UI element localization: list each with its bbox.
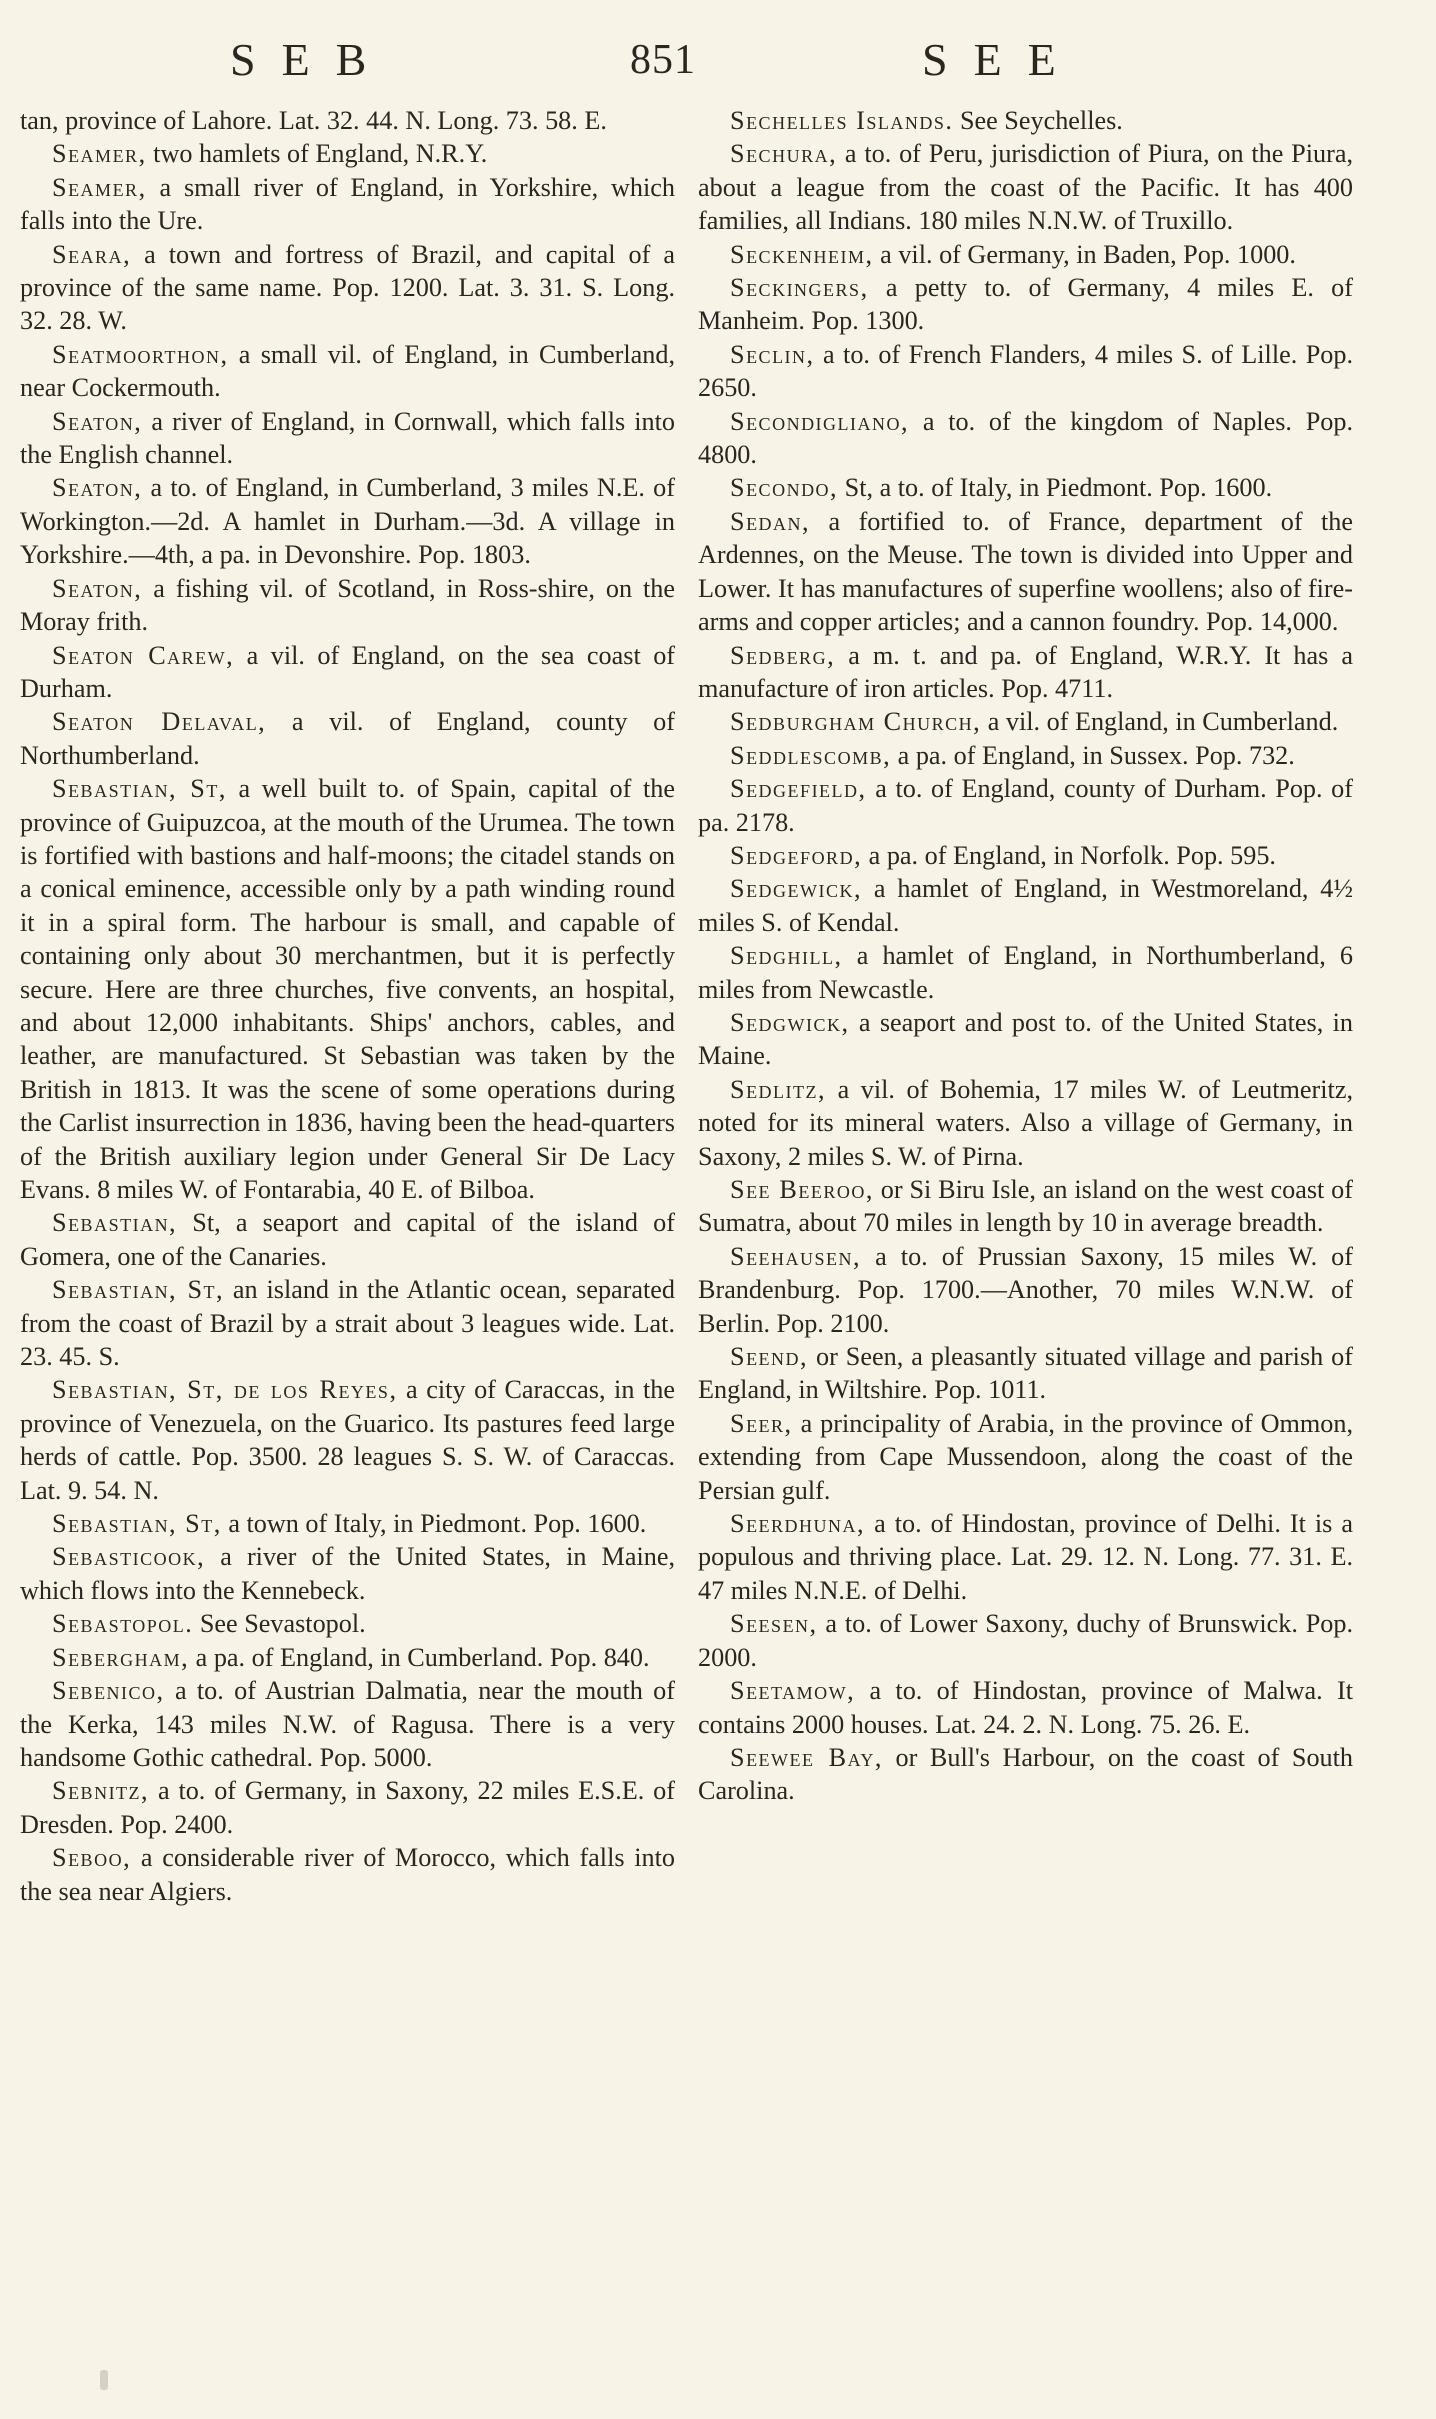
gazetteer-entry — [20, 1641, 675, 1674]
entry-headword: Seetamow, — [730, 1676, 856, 1706]
gazetteer-entry — [698, 137, 1353, 237]
entry-text: or Bull's Harbour, on the coast of South Carolina. — [698, 1742, 1353, 1806]
gazetteer-entry — [20, 705, 675, 772]
entry-text: two hamlets of England, N.R.Y. — [146, 139, 488, 169]
entry-text: a considerable river of Morocco, which falls into the sea near Algiers. — [20, 1843, 675, 1906]
entry-headword: Seesen, — [730, 1609, 818, 1639]
gazetteer-entry — [20, 405, 675, 472]
entry-text: a to. of Austrian Dalmatia, near the mouth of the Kerka, 143 miles N.W. of Ragusa. There is a very handsome Gothic cathedral. Pop. 5000. — [20, 1676, 675, 1772]
entry-text: a city of Caraccas, in the province of Venezuela, on the Guarico. Its pastures feed large herds of cattle. Pop. 3500. 28 leagues S. S. W. of Caraccas. Lat. 9. 54. N. — [20, 1375, 675, 1505]
entry-text: tan, province of Lahore. Lat. 32. 44. N. Long. 73. 58. E. — [20, 106, 607, 135]
gazetteer-entry — [20, 639, 675, 706]
gazetteer-entry — [20, 1774, 675, 1841]
entry-text: a m. t. and pa. of England, W.R.Y. It has a manufacture of iron articles. Pop. 4711. — [698, 640, 1353, 703]
gazetteer-entry — [698, 1607, 1353, 1674]
gazetteer-entry — [698, 1006, 1353, 1073]
entry-headword: Sebastian, — [52, 1208, 178, 1238]
entry-headword: See Beeroo, — [730, 1175, 874, 1204]
gazetteer-entry — [698, 405, 1353, 472]
gazetteer-entry — [20, 772, 675, 1206]
entry-headword: Sechelles Islands. — [730, 106, 954, 135]
entry-headword: Sebastian, St, — [52, 1509, 222, 1539]
gazetteer-entry — [698, 1173, 1353, 1240]
entry-text: a small vil. of England, in Cumberland, near Cockermouth. — [20, 339, 675, 403]
entry-headword: Seerdhuna, — [730, 1509, 866, 1539]
entry-headword: Seaton Carew, — [52, 640, 235, 670]
gazetteer-entry — [20, 471, 675, 571]
gazetteer-entry — [20, 171, 675, 238]
entry-text: a town of Italy, in Piedmont. Pop. 1600. — [221, 1509, 647, 1539]
gazetteer-entry — [20, 238, 675, 338]
entry-text: a river of the United States, in Maine, which flows into the Kennebeck. — [20, 1542, 675, 1605]
entry-headword: Seclin, — [730, 339, 815, 369]
entry-headword: Sebergham, — [52, 1642, 190, 1672]
entry-text: a vil. of Bohemia, 17 miles W. of Leutmeritz, noted for its mineral waters. Also a village of Germany, in Saxony, 2 miles S. W. of Pirna. — [698, 1074, 1353, 1171]
entry-headword: Sebnitz, — [52, 1776, 150, 1806]
entry-text: a hamlet of England, in Westmoreland, 4½ miles S. of Kendal. — [698, 874, 1353, 937]
gazetteer-entry — [20, 104, 675, 137]
gazetteer-entry — [20, 1674, 675, 1774]
gazetteer-entry — [20, 1373, 675, 1507]
entry-text: See Sevastopol. — [193, 1609, 366, 1639]
entry-headword: Sebastian, St, — [52, 1275, 225, 1305]
gazetteer-entry — [698, 104, 1353, 137]
gazetteer-entry — [698, 705, 1353, 738]
entry-headword: Sebasticook, — [52, 1542, 206, 1572]
gazetteer-entry — [20, 137, 675, 170]
gazetteer-entry — [698, 271, 1353, 338]
entry-headword: Seara, — [52, 239, 132, 269]
entry-text: a to. of Germany, in Saxony, 22 miles E.S.E. of Dresden. Pop. 2400. — [20, 1776, 675, 1839]
entry-headword: Seatmoorthon, — [52, 339, 229, 369]
entry-headword: Sebastopol. — [52, 1609, 194, 1639]
entry-text: a vil. of England, in Cumberland. — [981, 707, 1339, 737]
entry-headword: Seehausen, — [730, 1241, 862, 1271]
left-column — [20, 104, 675, 1908]
entry-headword: Seckenheim, — [730, 239, 874, 269]
gazetteer-entry — [20, 1841, 675, 1908]
entry-text: a vil. of Germany, in Baden, Pop. 1000. — [873, 239, 1296, 269]
gazetteer-entry — [698, 505, 1353, 639]
entry-text: a to. of the kingdom of Naples. Pop. 4800. — [698, 406, 1353, 470]
entry-headword: Sebastian, St, — [52, 774, 227, 804]
entry-headword: Seamer, — [52, 139, 147, 169]
gazetteer-entry — [698, 471, 1353, 504]
entry-text: See Seychelles. — [953, 106, 1123, 135]
entry-headword: Sedan, — [730, 506, 811, 536]
gazetteer-entry — [20, 1206, 675, 1273]
entry-headword: Seend, — [730, 1342, 809, 1372]
gazetteer-entry — [698, 939, 1353, 1006]
entry-headword: Secondo, — [730, 473, 839, 503]
entry-text: a pa. of England, in Cumberland. Pop. 840. — [189, 1642, 650, 1672]
entry-headword: Sedburgham Church, — [730, 707, 982, 737]
gazetteer-entry — [698, 338, 1353, 405]
gazetteer-entry — [698, 772, 1353, 839]
entry-text: a petty to. of Germany, 4 miles E. of Manheim. Pop. 1300. — [698, 273, 1353, 336]
entry-headword: Sedberg, — [730, 640, 836, 670]
entry-headword: Secondigliano, — [730, 406, 910, 436]
entry-text: a seaport and post to. of the United States, in Maine. — [698, 1007, 1353, 1071]
entry-headword: Seaton, — [52, 473, 143, 503]
entry-headword: Seaton, — [52, 573, 143, 603]
gazetteer-entry — [698, 1674, 1353, 1741]
gazetteer-entry — [20, 338, 675, 405]
entry-headword: Sechura, — [730, 139, 838, 169]
entry-headword: Sedlitz, — [730, 1074, 827, 1104]
entry-headword: Sedgefield, — [730, 774, 867, 804]
gazetteer-entry — [20, 572, 675, 639]
entry-headword: Sebenico, — [52, 1676, 165, 1706]
entry-text: a well built to. of Spain, capital of the province of Guipuzcoa, at the mouth of the Urumea. The town is fortified with bastions and half-moons; the citadel stands on a conical eminence, accessible only by a path winding round it in a spiral form. The harbour is small, and capable of containing only about 30 merchantmen, but it is perfectly secure. Here are three churches, five convents, an hospital, and about 12,000 inhabitants. Ships' anchors, cables, and leather, are manufactured. St Sebastian was taken by the British in 1813. It was the scene of some operations during the Carlist insurrection in 1836, having been the head-quarters of the British auxiliary legion under General Sir De Lacy Evans. 8 miles W. of Fontarabia, 40 E. of Bilboa. — [20, 774, 675, 1204]
entry-text: a small river of England, in Yorkshire, which falls into the Ure. — [20, 172, 675, 236]
gazetteer-entry — [698, 639, 1353, 706]
entry-text: a hamlet of England, in Northumberland, 6 miles from Newcastle. — [698, 941, 1353, 1004]
entry-headword: Sebastian, St, de los Reyes, — [52, 1375, 398, 1405]
entry-headword: Seamer, — [52, 172, 147, 202]
gazetteer-entry — [20, 1540, 675, 1607]
right-column — [698, 104, 1353, 1808]
gazetteer-entry — [698, 1340, 1353, 1407]
entry-headword: Seewee Bay, — [730, 1742, 883, 1772]
gazetteer-entry — [698, 872, 1353, 939]
entry-text: a to. of Hindostan, province of Delhi. It is a populous and thriving place. Lat. 29. 12. N. Long. 77. 31. E. 47 miles N.N.E. of Delhi. — [698, 1509, 1353, 1605]
entry-headword: Sedgewick, — [730, 874, 863, 904]
gazetteer-entry — [698, 238, 1353, 271]
entry-text: an island in the Atlantic ocean, separated from the coast of Brazil by a strait about 3 leagues wide. Lat. 23. 45. S. — [20, 1275, 675, 1372]
entry-text: a to. of Peru, jurisdiction of Piura, on the Piura, about a league from the coast of the Pacific. It has 400 families, all Indians. 180 miles N.N.W. of Truxillo. — [698, 139, 1353, 236]
entry-text: a town and fortress of Brazil, and capital of a province of the same name. Pop. 1200. Lat. 3. 31. S. Long. 32. 28. W. — [20, 239, 675, 336]
gazetteer-entry — [20, 1507, 675, 1540]
gazetteer-entry — [698, 839, 1353, 872]
gazetteer-entry — [698, 739, 1353, 772]
entry-text: a pa. of England, in Sussex. Pop. 732. — [891, 740, 1295, 770]
entry-text: a to. of Prussian Saxony, 15 miles W. of Brandenburg. Pop. 1700.—Another, 70 miles W.N.W. of Berlin. Pop. 2100. — [698, 1241, 1353, 1338]
entry-text: a fortified to. of France, department of the Ardennes, on the Meuse. The town is divided into Upper and Lower. It has manufactures of superfine woollens; also of fire-arms and copper articles; and a cannon foundry. Pop. 14,000. — [698, 506, 1353, 637]
entry-text: a river of England, in Cornwall, which falls into the English channel. — [20, 406, 675, 470]
entry-headword: Seddlescomb, — [730, 740, 892, 770]
gazetteer-entry — [698, 1407, 1353, 1507]
gazetteer-entry — [698, 1507, 1353, 1607]
entry-headword: Sedgeford, — [730, 840, 863, 870]
paper-blemish — [100, 2370, 108, 2390]
entry-headword: Seer, — [730, 1408, 793, 1438]
entry-headword: Seaton Delaval, — [52, 707, 267, 737]
gazetteer-entry — [698, 1240, 1353, 1340]
entry-text: a vil. of England, county of Northumberland. — [20, 707, 675, 770]
gazetteer-entry — [698, 1073, 1353, 1173]
entry-text: a principality of Arabia, in the province of Ommon, extending from Cape Mussendoon, along the coast of the Persian gulf. — [698, 1408, 1353, 1505]
entry-text: a to. of French Flanders, 4 miles S. of Lille. Pop. 2650. — [698, 339, 1353, 403]
entry-text: a to. of England, in Cumberland, 3 miles N.E. of Workington.—2d. A hamlet in Durham.—3d. A village in Yorkshire.—4th, a pa. in Devonshire. Pop. 1803. — [20, 473, 675, 570]
entry-text: or Si Biru Isle, an island on the west coast of Sumatra, about 70 miles in length by 10 in average breadth. — [698, 1175, 1353, 1238]
entry-headword: Seaton, — [52, 406, 143, 436]
entry-text: a fishing vil. of Scotland, in Ross-shire, on the Moray frith. — [20, 573, 675, 637]
page-number: 851 — [630, 37, 696, 83]
entry-text: St, a to. of Italy, in Piedmont. Pop. 1600. — [838, 473, 1273, 503]
entry-text: a vil. of England, on the sea coast of Durham. — [20, 640, 676, 703]
entry-text: or Seen, a pleasantly situated village and parish of England, in Wiltshire. Pop. 1011. — [698, 1342, 1353, 1405]
entry-headword: Sedghill, — [730, 941, 843, 971]
entry-headword: Sedgwick, — [730, 1007, 850, 1037]
entry-headword: Seckingers, — [730, 273, 869, 303]
entry-headword: Seboo, — [52, 1843, 132, 1873]
entry-text: a pa. of England, in Norfolk. Pop. 595. — [862, 840, 1276, 870]
gazetteer-entry — [20, 1273, 675, 1373]
page-header — [0, 30, 1436, 90]
entry-text: a to. of Hindostan, province of Malwa. It contains 2000 houses. Lat. 24. 2. N. Long. 75. 26. E. — [698, 1676, 1353, 1739]
entry-text: a to. of Lower Saxony, duchy of Brunswick. Pop. 2000. — [698, 1609, 1353, 1672]
entry-text: St, a seaport and capital of the island of Gomera, one of the Canaries. — [20, 1208, 675, 1271]
header-right-guide-word: SEE — [922, 34, 1082, 85]
gazetteer-entry — [698, 1741, 1353, 1808]
gazetteer-entry — [20, 1607, 675, 1640]
header-left-guide-word: SEB — [230, 34, 393, 85]
entry-text: a to. of England, county of Durham. Pop. of pa. 2178. — [698, 774, 1353, 837]
